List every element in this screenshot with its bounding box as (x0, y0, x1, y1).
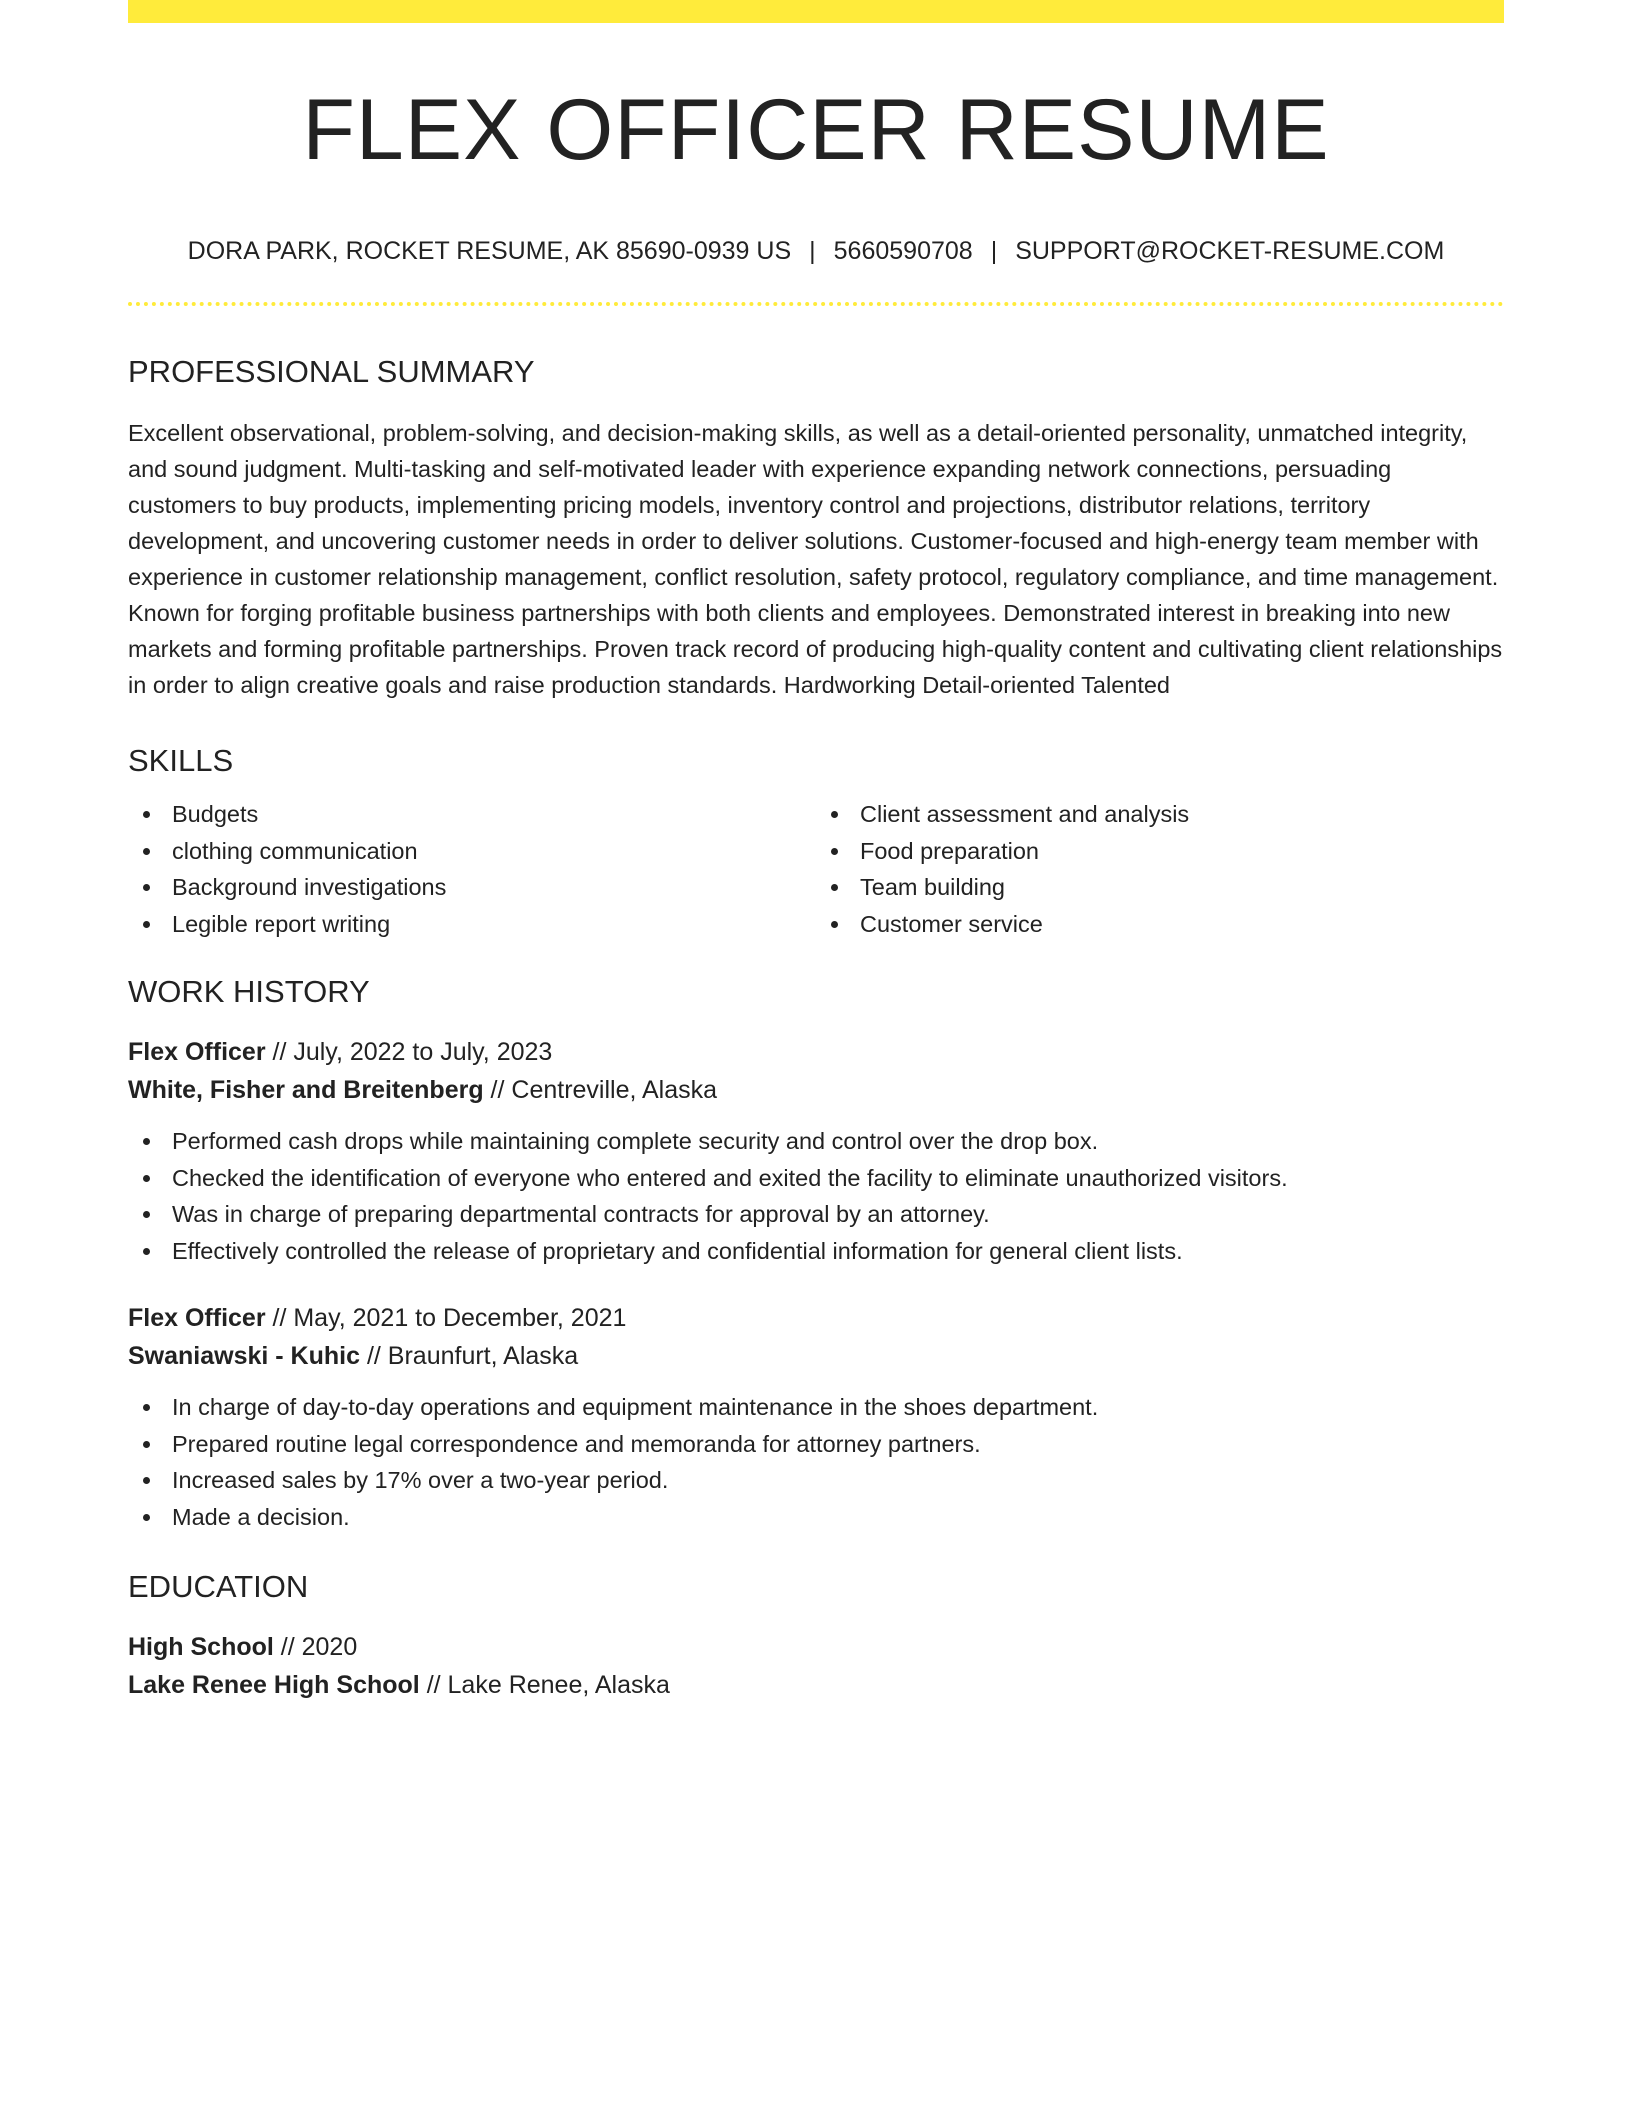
job-company: Swaniawski - Kuhic (128, 1342, 361, 1370)
job-bullet: Performed cash drops while maintaining complete security and control over the drop box. (128, 1123, 1504, 1160)
skill-item: clothing communication (128, 833, 816, 870)
summary-heading: PROFESSIONAL SUMMARY (128, 354, 535, 389)
resume-page (128, 0, 1504, 1704)
education-school: Lake Renee High School (128, 1671, 420, 1699)
job-bullet: Was in charge of preparing departmental contracts for approval by an attorney. (128, 1196, 1504, 1233)
education-entry (128, 1628, 1504, 1704)
contact-address: DORA PARK, ROCKET RESUME, AK 85690-0939 US (187, 237, 792, 265)
job-company-line (128, 1337, 1504, 1375)
job-company-line (128, 1071, 1504, 1109)
skill-item: Customer service (816, 906, 1504, 943)
work-history-heading: WORK HISTORY (128, 974, 370, 1009)
education-school-line (128, 1666, 1504, 1704)
skill-item: Client assessment and analysis (816, 796, 1504, 833)
education-degree: High School (128, 1633, 274, 1661)
job-location: // Centreville, Alaska (483, 1076, 718, 1104)
skills-column-left (128, 796, 816, 942)
contact-line (128, 239, 1504, 264)
skill-item: Background investigations (128, 869, 816, 906)
job-bullet: In charge of day-to-day operations and equipment maintenance in the shoes department. (128, 1389, 1504, 1426)
job-bullet: Prepared routine legal correspondence and memoranda for attorney partners. (128, 1426, 1504, 1463)
resume-title: FLEX OFFICER RESUME (302, 82, 1330, 178)
contact-separator: | (990, 237, 998, 265)
skill-item: Budgets (128, 796, 816, 833)
contact-separator: | (809, 237, 816, 265)
education-location: // Lake Renee, Alaska (419, 1671, 670, 1699)
job-dates: // May, 2021 to December, 2021 (265, 1304, 627, 1332)
contact-phone: 5660590708 (833, 237, 973, 265)
contact-email: SUPPORT@ROCKET-RESUME.COM (1015, 237, 1445, 265)
job-location: // Braunfurt, Alaska (360, 1342, 579, 1370)
skills-column-right (816, 796, 1504, 942)
job-bullet: Made a decision. (128, 1499, 1504, 1536)
education-heading: EDUCATION (128, 1569, 309, 1604)
education-degree-line (128, 1628, 1504, 1666)
job-title: Flex Officer (128, 1304, 266, 1332)
job-bullets (128, 1123, 1504, 1269)
skill-item: Team building (816, 869, 1504, 906)
job-title-line (128, 1033, 1504, 1071)
job-title: Flex Officer (128, 1038, 266, 1066)
skill-item: Food preparation (816, 833, 1504, 870)
job-entry (128, 1299, 1504, 1535)
job-company: White, Fisher and Breitenberg (128, 1076, 484, 1104)
job-bullet: Checked the identification of everyone who entered and exited the facility to eliminate unauthorized visitors. (128, 1160, 1504, 1197)
job-dates: // July, 2022 to July, 2023 (265, 1038, 553, 1066)
job-bullet: Effectively controlled the release of proprietary and confidential information for general client lists. (128, 1233, 1504, 1270)
job-entry (128, 1033, 1504, 1269)
job-title-line (128, 1299, 1504, 1337)
education-year: // 2020 (273, 1633, 358, 1661)
dotted-divider (128, 302, 1504, 306)
skills-heading: SKILLS (128, 743, 234, 778)
summary-text: Excellent observational, problem-solving, and decision-making skills, as well as a detail-oriented personality, unmatched integrity, and sound judgment. Multi-tasking and self-motivated leader with experience expanding network connections, persuading customers to buy products, implementing pricing models, inventory control and projections, distributor relations, territory development, and uncovering customer needs in order to deliver solutions. Customer-focused and high-energy team member with experience in customer relationship management, conflict resolution, safety protocol, regulatory compliance, and time management. Known for forging profitable business partnerships with both clients and employees. Demonstrated interest in breaking into new markets and forming profitable partnerships. Proven track record of producing high-quality content and cultivating client relationships in order to align creative goals and raise production standards. Hardworking Detail-oriented Talented (128, 420, 1503, 698)
skills-list (128, 796, 1504, 942)
job-bullets (128, 1389, 1504, 1535)
top-accent-bar (128, 0, 1504, 23)
job-bullet: Increased sales by 17% over a two-year period. (128, 1462, 1504, 1499)
skill-item: Legible report writing (128, 906, 816, 943)
